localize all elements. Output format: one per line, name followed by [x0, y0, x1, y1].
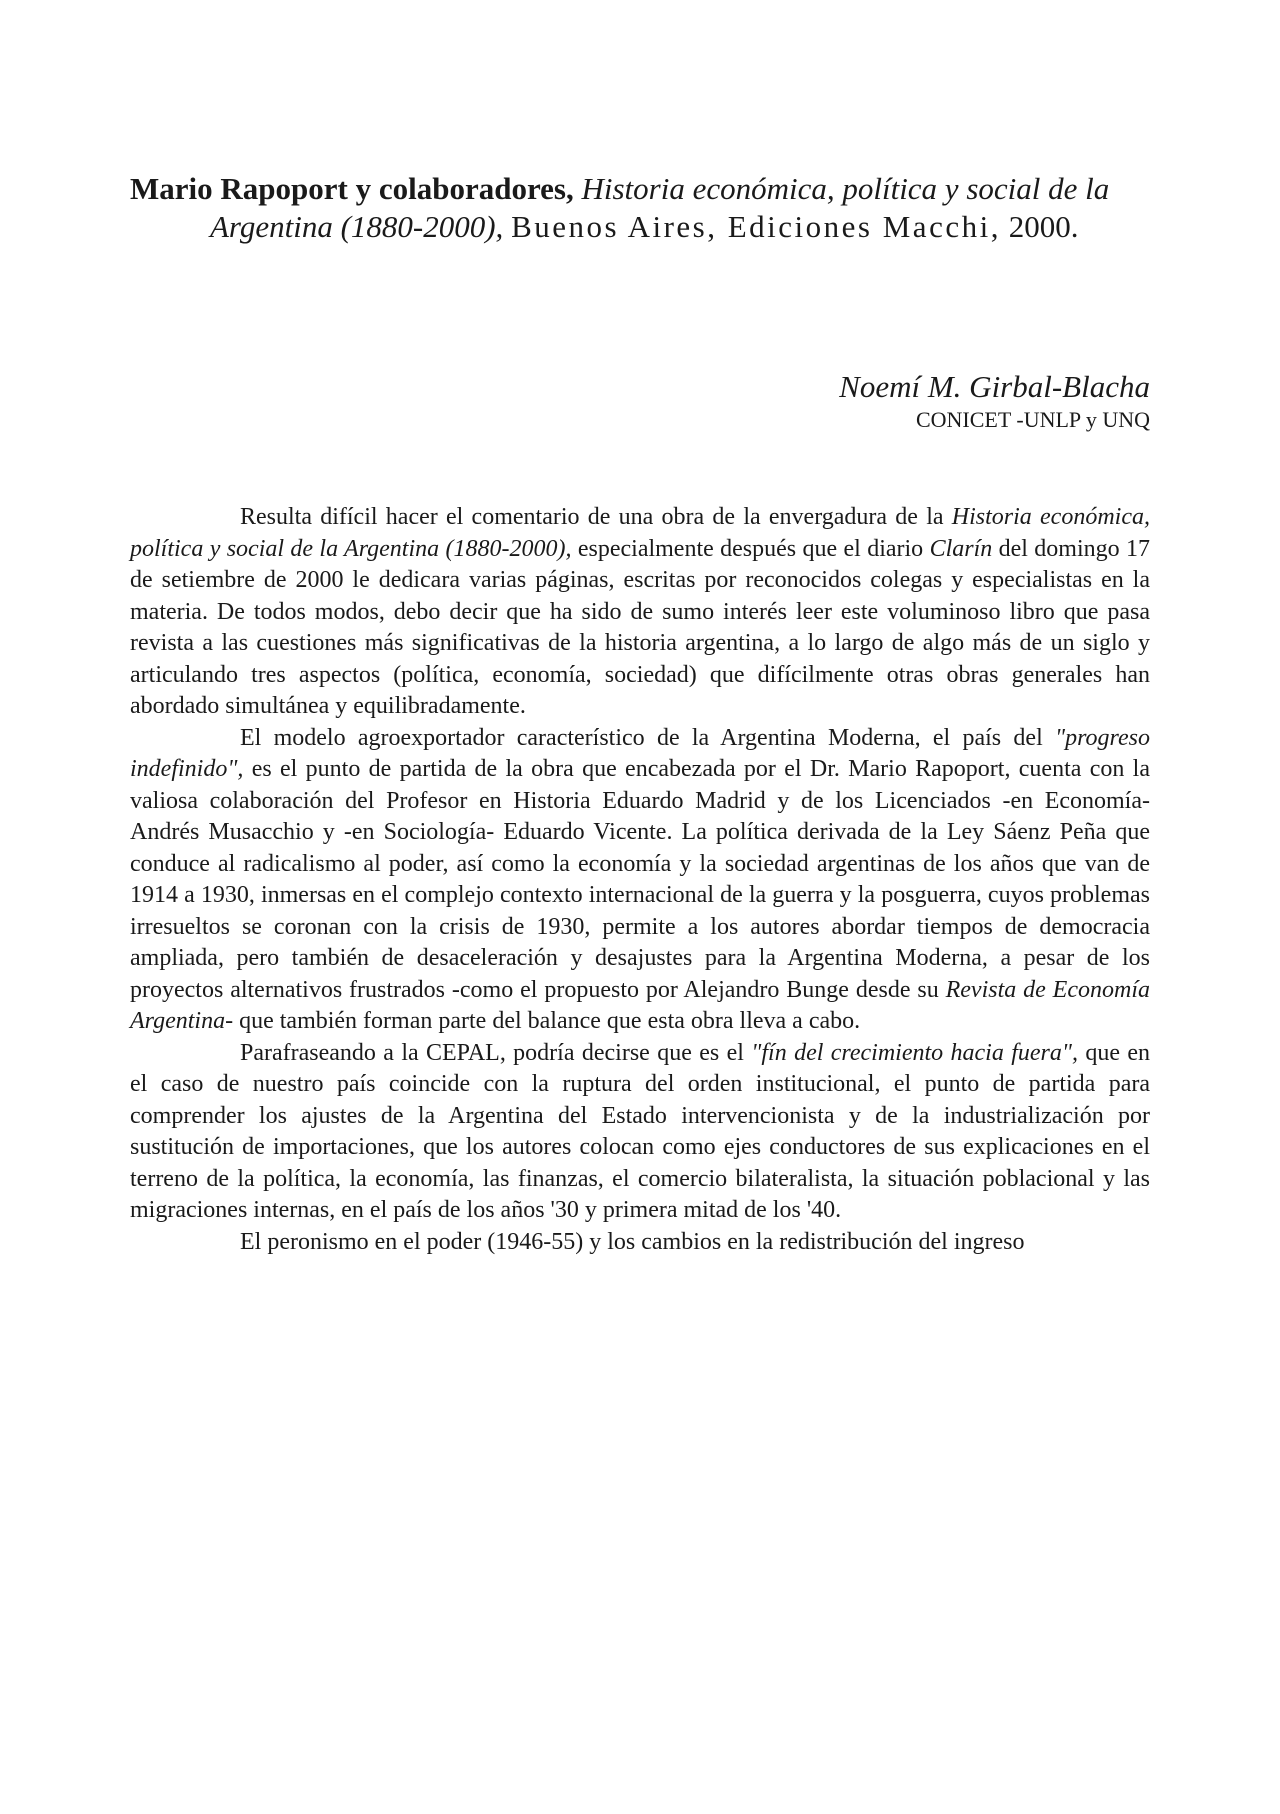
- paragraph-2-journal: Revista de Economía Argentina-: [130, 976, 1150, 1034]
- paragraph-2-text-e: que también forman parte del balance que esta obra lleva a cabo.: [233, 1008, 861, 1034]
- paragraph-1-text-a: Resulta difícil hacer el comentario de una obra de la envergadura de la: [240, 504, 952, 530]
- reference-book-title: Historia económica, política y social de la Argentina (1880-2000),: [210, 171, 1110, 244]
- paragraph-1-text-c: especialmente después que el diario: [571, 535, 930, 562]
- paragraph-1: [130, 502, 1150, 723]
- paragraph-2-text-c: es el punto de partida de la obra que encabezada por el Dr. Mario Rapoport, cuenta con la valiosa colaboración del Profesor en Historia Eduardo Madrid y de los Licenciados -en Economía- Andrés Musacchio y -en Sociología- Eduardo Vicente. La política derivada de la Ley Sáenz Peña que conduce al radicalismo al poder, así como la economía y la sociedad argentinas de los años que van de 1914 a 1930, inmersas en el complejo contexto internacional de la guerra y la posguerra, cuyos problemas irresueltos se coronan con la crisis de 1930, permite a los autores abordar tiempos de democracia ampliada, pero también de desaceleración y desajustes para la Argentina Moderna, a pesar de los proyectos alternativos frustrados -como el propuesto por Alejandro Bunge desde su: [130, 756, 1150, 1003]
- paragraph-1-newspaper: Clarín: [929, 535, 993, 562]
- paragraph-1-book-title: Historia económica, política y social de la Argentina (1880-2000),: [130, 504, 1150, 562]
- reference-publisher: Buenos Aires, Ediciones Macchi,: [511, 209, 1001, 244]
- paragraph-2: [130, 723, 1150, 1038]
- reviewer-affiliation: CONICET -UNLP y UNQ: [915, 407, 1150, 432]
- paragraph-2-quote: "progreso indefinido",: [130, 724, 1150, 782]
- reviewer-name: Noemí M. Girbal-Blacha: [839, 369, 1150, 404]
- paragraph-3-text-c: que en el caso de nuestro país coincide con la ruptura del orden institucional, el punto de partida para comprender los ajustes de la Argentina del Estado intervencionista y de la industrialización por sustitución de importaciones, que los autores colocan como ejes conductores de sus explicaciones en el terreno de la política, la economía, las finanzas, el comercio bilateralista, la situación poblacional y las migraciones internas, en el país de los años '30 y primera mitad de los '40.: [130, 1039, 1150, 1223]
- reference-year: 2000.: [1008, 209, 1079, 244]
- paragraph-3-quote: "fín del crecimiento hacia fuera",: [751, 1039, 1078, 1066]
- reference-authors: Mario Rapoport y colaboradores,: [130, 171, 574, 206]
- book-reference: [130, 170, 1230, 246]
- paragraph-3-text-a: Parafraseando a la CEPAL, podría decirse que es el: [240, 1039, 752, 1066]
- paragraph-1-text-e: del domingo 17 de setiembre de 2000 le dedicara varias páginas, escritas por reconocidos colegas y especialistas en la materia. De todos modos, debo decir que ha sido de sumo interés leer este voluminoso libro que pasa revista a las cuestiones más significativas de la historia argentina, a lo largo de algo más de un siglo y articulando tres aspectos (política, economía, sociedad) que difícilmente otras obras generales han abordado simultánea y equilibradamente.: [130, 535, 1151, 719]
- reviewer-block: [839, 368, 1150, 434]
- paragraph-4: [130, 1227, 1150, 1259]
- review-body: [130, 502, 1150, 1258]
- paragraph-4-text-a: El peronismo en el poder (1946-55) y los cambios en la redistribución del ingreso: [240, 1228, 1025, 1255]
- paragraph-3: [130, 1038, 1150, 1227]
- paragraph-2-text-a: El modelo agroexportador característico de la Argentina Moderna, el país del: [240, 724, 1056, 751]
